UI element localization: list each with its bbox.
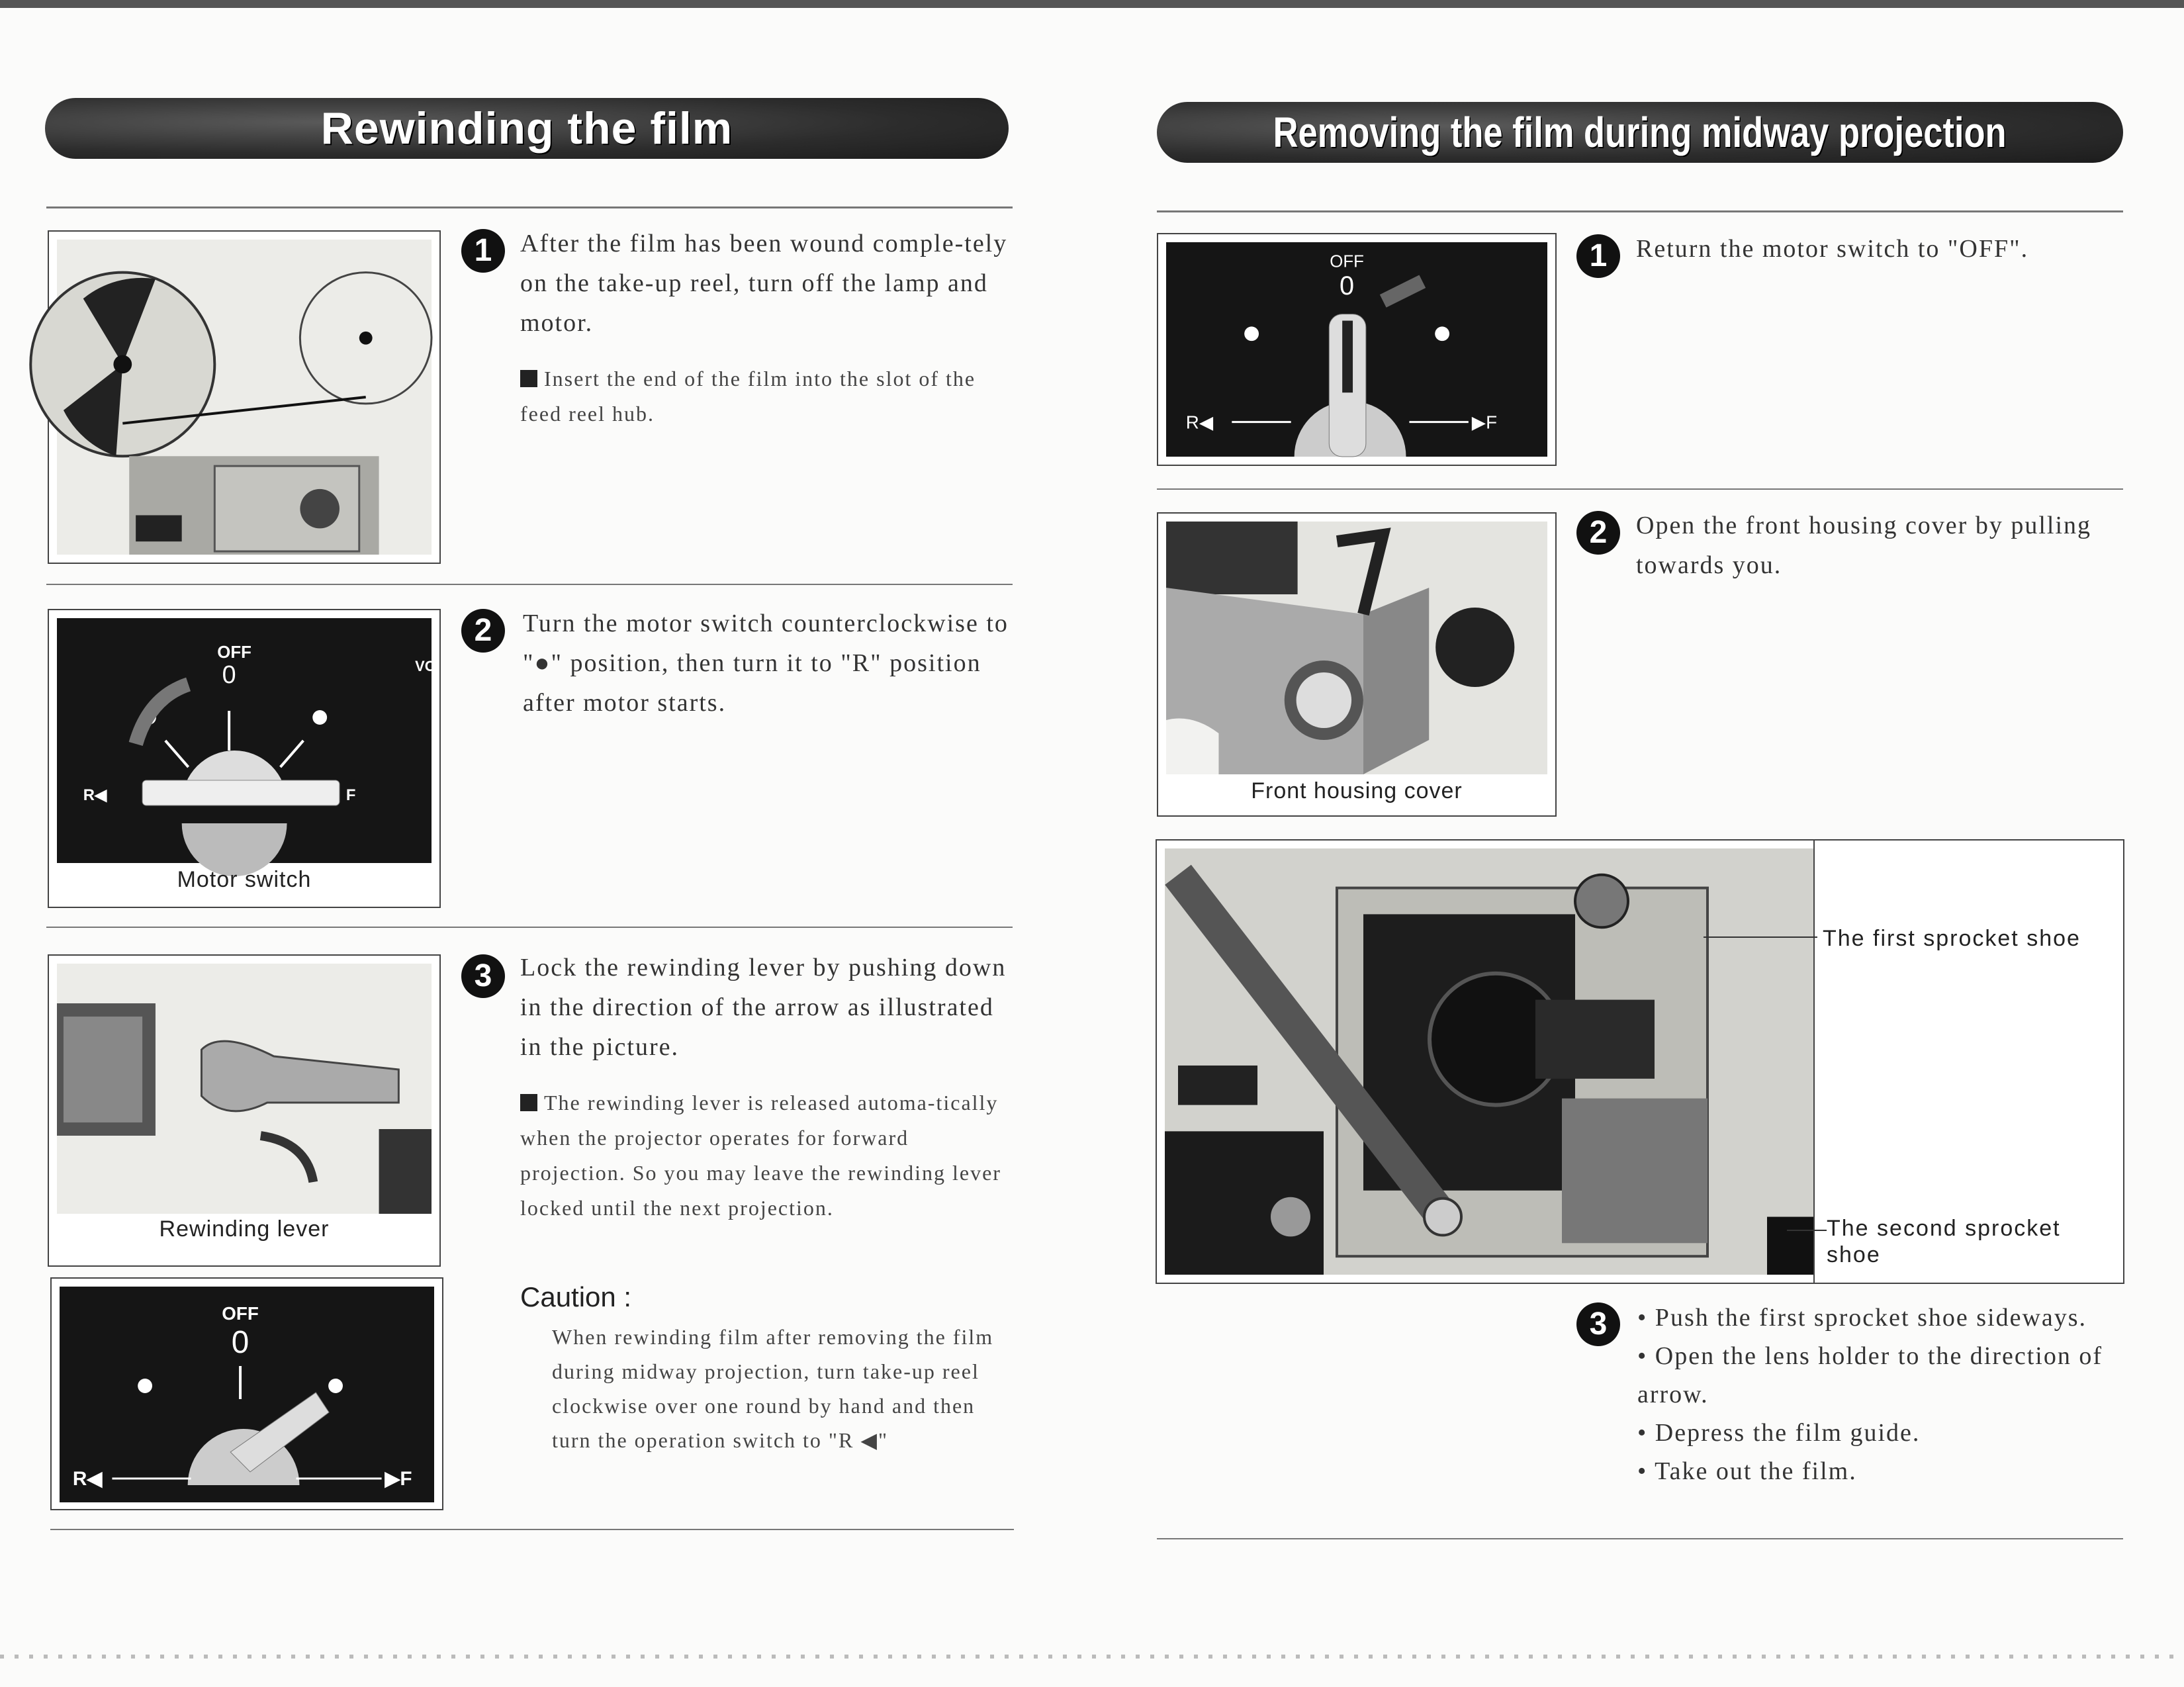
first-sprocket-callout: The first sprocket shoe xyxy=(1823,926,2081,951)
step-3-badge: 3 xyxy=(461,954,505,998)
left-step-1-text: After the film has been wound comple-tely on the take-up reel, turn off the lamp and motor. xyxy=(520,230,1008,337)
bullet-depress-film-guide: • Depress the film guide. xyxy=(1637,1419,1921,1447)
bottom-scan-edge xyxy=(0,1655,2184,1659)
right-step-2-badge: 2 xyxy=(1576,511,1620,555)
bullet-push-sprocket: • Push the first sprocket shoe sideways. xyxy=(1637,1304,2087,1332)
motor-switch-photo xyxy=(57,618,436,863)
right-step-2-text: Open the front housing cover by pulling towards you. xyxy=(1636,512,2092,579)
left-step-3-note xyxy=(520,1085,1010,1226)
right-rule-1 xyxy=(1157,488,2123,490)
dial-f-label: F xyxy=(345,786,356,805)
housing-cover-caption: Front housing cover xyxy=(1251,778,1463,803)
note-square-icon xyxy=(520,370,537,387)
dial2-r-label: R◀ xyxy=(72,1467,103,1490)
housing-cover-photo xyxy=(1166,522,1547,774)
housing-cover-photo-frame xyxy=(1157,512,1557,817)
caution-text: When rewinding film after removing the film during midway projection, turn take-up reel clockwise over one round by hand and then turn the operation switch to "R ◀" xyxy=(552,1325,994,1452)
dial-photo xyxy=(60,1287,434,1502)
motor-switch-caption: Motor switch xyxy=(177,867,312,892)
dial2-zero-label: 0 xyxy=(231,1324,250,1361)
right-bottom-rule xyxy=(1157,1538,2123,1539)
dial3-f-label: ▶F xyxy=(1471,412,1498,433)
step-1-badge: 1 xyxy=(461,229,505,273)
dial-r-label: R◀ xyxy=(83,786,107,805)
rewinding-lever-photo xyxy=(57,964,432,1214)
second-sprocket-callout: The second sprocket shoe xyxy=(1827,1216,2061,1267)
first-sprocket-leader-line xyxy=(1704,936,1817,938)
rewinding-lever-caption: Rewinding lever xyxy=(159,1216,330,1242)
right-page-title: Removing the film during midway projection xyxy=(1273,109,2007,156)
left-title-rule xyxy=(46,206,1013,208)
dial2-f-label: ▶F xyxy=(385,1467,412,1490)
right-step-3-badge: 3 xyxy=(1576,1302,1620,1346)
sprocket-photo xyxy=(1165,848,1813,1275)
off-switch-photo-frame xyxy=(1157,233,1557,466)
sprocket-photo-divider xyxy=(1813,841,1815,1283)
step-2-badge: 2 xyxy=(461,609,505,653)
left-step-1-note xyxy=(520,361,1010,432)
left-rule-1 xyxy=(46,584,1013,585)
second-sprocket-leader-line xyxy=(1787,1230,1827,1231)
dial-zero-label: 0 xyxy=(222,661,236,690)
bullet-take-out-film: • Take out the film. xyxy=(1637,1457,1857,1485)
right-title-rule xyxy=(1157,210,2123,212)
dial3-off-label: OFF xyxy=(1330,252,1364,271)
left-bottom-rule xyxy=(50,1529,1014,1530)
bullet-open-lens-holder: • Open the lens holder to the direction of arrow. xyxy=(1637,1342,2103,1408)
note-square-icon xyxy=(520,1094,537,1111)
dial2-off-label: OFF xyxy=(222,1302,259,1324)
dial-off-label: OFF xyxy=(217,643,251,662)
rewinding-lever-photo-frame xyxy=(48,954,441,1267)
left-step-3-text: Lock the rewinding lever by pushing down in the direction of the arrow as illustrated in the picture. xyxy=(520,954,1007,1061)
dial-vo-label: VO xyxy=(415,657,436,675)
left-title-banner xyxy=(45,98,1009,159)
dial3-r-label: R◀ xyxy=(1185,412,1214,433)
left-rule-2 xyxy=(46,927,1013,928)
reels-photo xyxy=(57,240,432,555)
reels-photo-frame xyxy=(48,230,441,564)
right-step-1-text: Return the motor switch to "OFF". xyxy=(1636,235,2029,263)
motor-switch-photo-frame xyxy=(48,609,441,908)
top-edge-bar xyxy=(0,0,2184,8)
dial-photo-frame xyxy=(50,1277,443,1510)
caution-title: Caution : xyxy=(520,1281,632,1312)
left-page-title: Rewinding the film xyxy=(320,103,733,154)
right-title-banner xyxy=(1157,102,2123,163)
left-step-3-note-text: The rewinding lever is released automa-tically when the projector operates for forward projection. So you may leave the rewinding lever locked until the next projection. xyxy=(520,1091,1001,1220)
dial3-zero-label: 0 xyxy=(1340,271,1355,301)
left-step-2-text: Turn the motor switch counterclockwise to "●" position, then turn it to "R" position after motor starts. xyxy=(523,610,1009,717)
left-step-1-note-text: Insert the end of the film into the slot of the feed reel hub. xyxy=(520,367,976,426)
off-switch-photo xyxy=(1166,242,1547,457)
right-step-1-badge: 1 xyxy=(1576,234,1620,278)
